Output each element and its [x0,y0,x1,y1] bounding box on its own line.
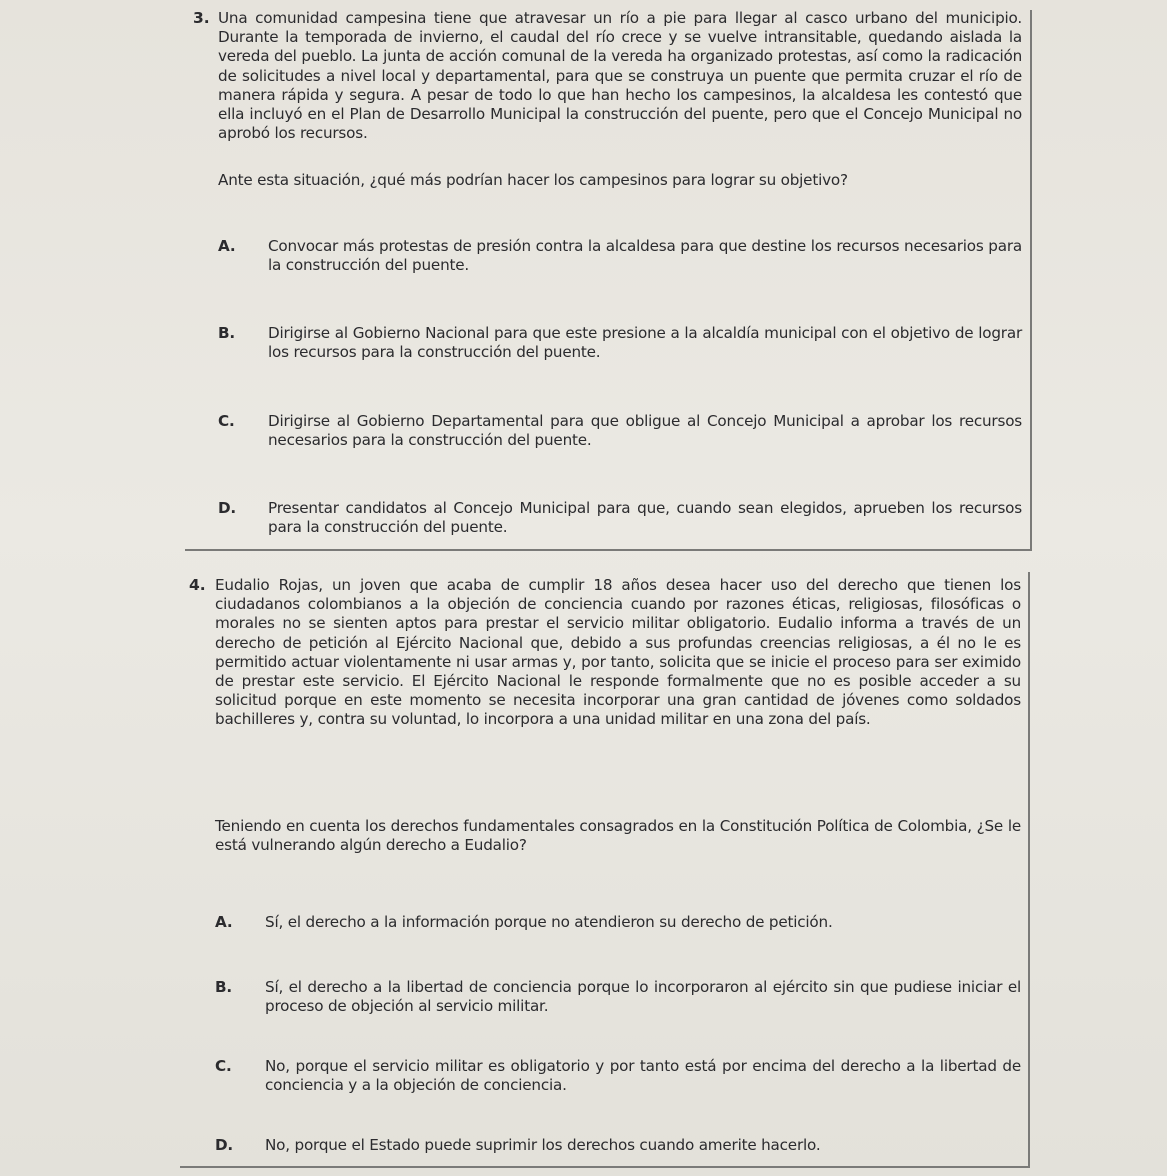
q4-number: 4. [189,576,206,594]
q4-right-border [1028,572,1030,1168]
q3-number: 3. [193,9,210,27]
option-letter: B. [215,978,232,996]
q3-option-c[interactable] [218,412,1022,449]
option-text: Dirigirse al Gobierno Nacional para que este presione a la alcaldía municipal con el objetivo de lograr los recursos para la construcción del puente. [268,324,1022,361]
q3-prompt: Ante esta situación, ¿qué más podrían hacer los campesinos para lograr su objetivo? [218,171,848,189]
option-letter: A. [215,913,233,931]
q3-statement: Una comunidad campesina tiene que atravesar un río a pie para llegar al casco urbano del municipio. Durante la temporada de invierno, el caudal del río crece y se vuelve intransitable, quedando aislada la vereda del pueblo. La junta de acción comunal de la vereda ha organizado protestas, así como la radicación de solicitudes a nivel local y departamental, para que se construya un puente que permita cruzar el río de manera rápida y segura. A pesar de todo lo que han hecho los campesinos, la alcaldesa les contestó que ella incluyó en el Plan de Desarrollo Municipal la construcción del puente, pero que el Concejo Municipal no aprobó los recursos. [218,9,1022,143]
q3-option-a[interactable] [218,237,1022,274]
option-letter: D. [215,1136,233,1154]
option-letter: A. [218,237,236,255]
q4-option-c[interactable] [215,1057,1021,1094]
option-text: Sí, el derecho a la libertad de conciencia porque lo incorporaron al ejército sin que pudiese iniciar el proceso de objeción al servicio militar. [265,978,1021,1015]
q4-prompt: Teniendo en cuenta los derechos fundamentales consagrados en la Constitución Política de Colombia, ¿Se le está vulnerando algún derecho a Eudalio? [215,817,1021,855]
option-letter: B. [218,324,235,342]
option-letter: C. [218,412,235,430]
q3-option-b[interactable] [218,324,1022,361]
q4-option-b[interactable] [215,978,1021,1015]
option-text: Sí, el derecho a la información porque no atendieron su derecho de petición. [265,913,833,931]
option-letter: D. [218,499,236,517]
option-text: No, porque el Estado puede suprimir los derechos cuando amerite hacerlo. [265,1136,821,1154]
option-text: Convocar más protestas de presión contra la alcaldesa para que destine los recursos necesarios para la construcción del puente. [268,237,1022,274]
q4-option-d[interactable] [215,1136,1021,1155]
q4-statement: Eudalio Rojas, un joven que acaba de cumplir 18 años desea hacer uso del derecho que tienen los ciudadanos colombianos a la objeción de conciencia cuando por razones éticas, religiosas, filosóficas o morales no se sienten aptos para prestar el servicio militar obligatorio. Eudalio informa a través de un derecho de petición al Ejército Nacional que, debido a sus profundas creencias religiosas, a él no le es permitido actuar violentamente ni usar armas y, por tanto, solicita que se inicie el proceso para ser eximido de prestar este servicio. El Ejército Nacional le responde formalmente que no es posible acceder a su solicitud porque en este momento se necesita incorporar una gran cantidad de jóvenes como soldados bachilleres y, contra su voluntad, lo incorpora a una unidad militar en una zona del país. [215,576,1021,729]
q4-option-a[interactable] [215,913,1021,932]
option-letter: C. [215,1057,232,1075]
option-text: No, porque el servicio militar es obligatorio y por tanto está por encima del derecho a la libertad de conciencia y a la objeción de conciencia. [265,1057,1021,1094]
q3-right-border [1030,10,1032,550]
q3-bottom-border [185,549,1032,551]
q3-option-d[interactable] [218,499,1022,536]
option-text: Presentar candidatos al Concejo Municipal para que, cuando sean elegidos, aprueben los recursos para la construcción del puente. [268,499,1022,536]
option-text: Dirigirse al Gobierno Departamental para que obligue al Concejo Municipal a aprobar los recursos necesarios para la construcción del puente. [268,412,1022,449]
q4-bottom-border [180,1166,1030,1168]
